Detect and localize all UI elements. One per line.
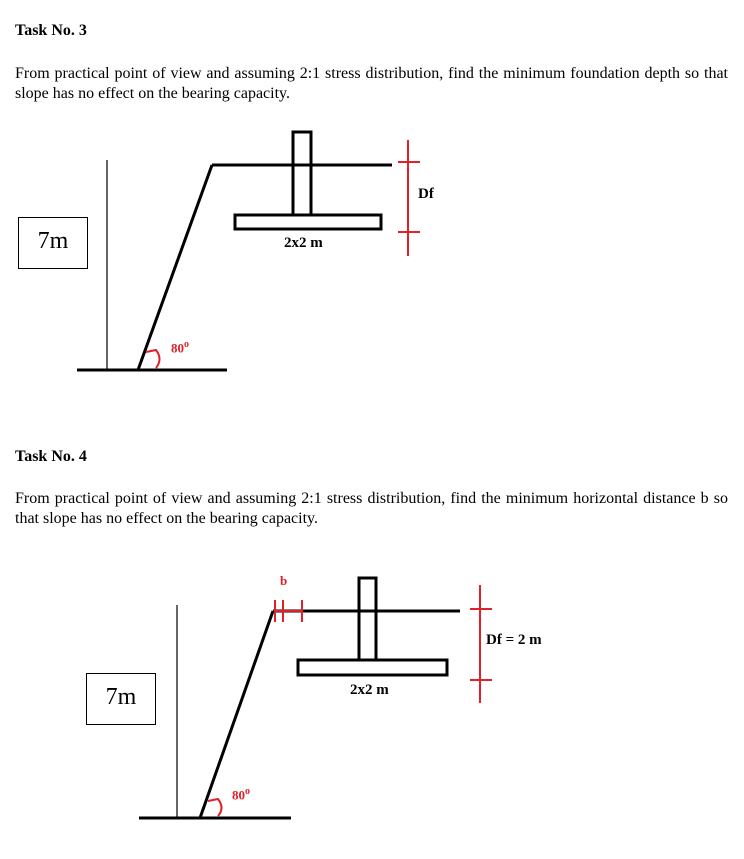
task4-footing: [298, 660, 447, 675]
task4-column: [359, 578, 376, 660]
task4-height-box: [86, 673, 156, 725]
task4-b-label: b: [280, 573, 288, 588]
task4-df-label: Df = 2 m: [486, 632, 542, 648]
task4-degree-symbol: o: [245, 786, 250, 797]
task4-angle-value: 80: [232, 787, 245, 803]
task4-angle-label: [232, 786, 250, 803]
task4-footing-label: 2x2 m: [350, 682, 389, 698]
task3-angle-value: 80: [171, 340, 184, 356]
task4-angle-arc: [208, 799, 222, 816]
task3-heading: Task No. 3: [15, 22, 87, 39]
task4-paragraph: From practical point of view and assuming 2:1 stress distribution, find the minimum horizontal distance b so that slope has no effect on the bearing capacity.: [15, 490, 728, 527]
task4-heading: Task No. 4: [15, 448, 87, 465]
task3-degree-symbol: o: [184, 339, 189, 350]
task3-footing-label: 2x2 m: [284, 235, 323, 251]
task3-height-label: 7m: [37, 228, 69, 254]
task3-paragraph: From practical point of view and assuming 2:1 stress distribution, find the minimum foundation depth so that slope has no effect on the bearing capacity.: [15, 65, 728, 102]
task3-df-label: Df: [418, 186, 434, 202]
task4-height-label: 7m: [105, 684, 137, 710]
